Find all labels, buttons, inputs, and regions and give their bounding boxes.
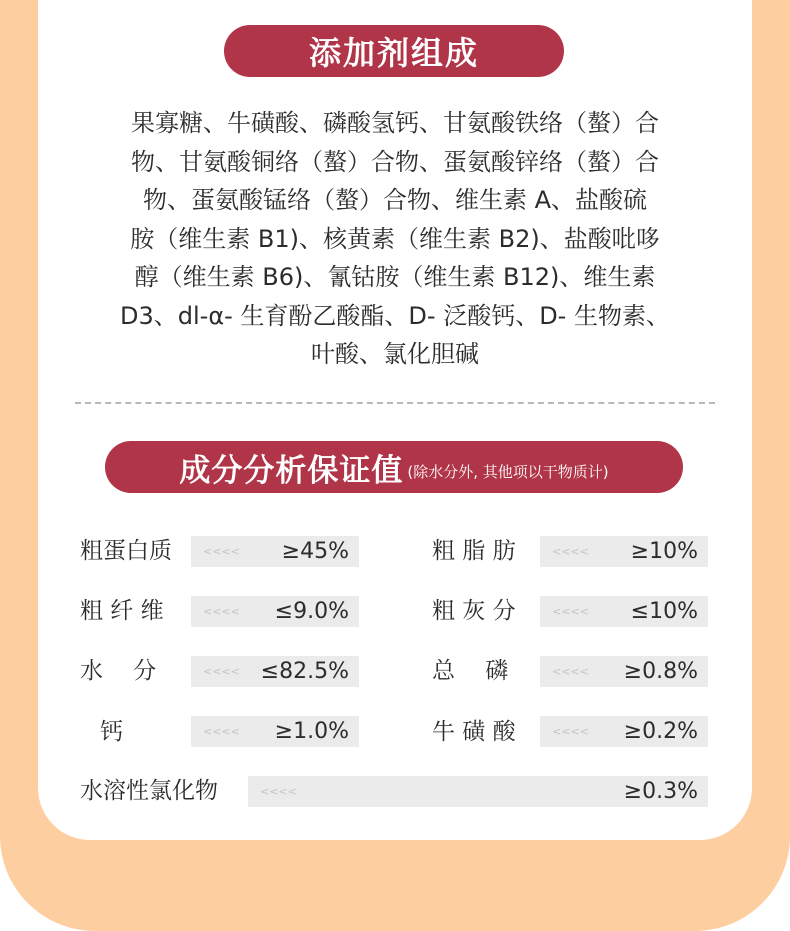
additives-line: 醇（维生素 B6)、氰钴胺（维生素 B12)、维生素 (134, 263, 656, 291)
additives-line: 胺（维生素 B1)、核黄素（维生素 B2)、盐酸吡哆 (130, 224, 660, 253)
nutrient-bar-crude-fat (540, 536, 708, 567)
arrows-icon: <<<< (203, 545, 240, 558)
nutrient-bar-crude-protein (191, 536, 359, 567)
additives-line: 物、蛋氨酸锰络（螯）合物、维生素 A、盐酸硫 (142, 186, 648, 214)
nutrient-label-crude-protein: 粗蛋白质 (80, 538, 172, 564)
additives-line: 果寡糖、牛磺酸、磷酸氢钙、甘氨酸铁络（螯）合 (131, 109, 659, 137)
nutrient-value-total-phosphorus: ≥0.8% (623, 659, 698, 684)
arrows-icon: <<<< (203, 665, 240, 678)
nutrient-bar-moisture (191, 656, 359, 687)
analysis-title-banner (105, 441, 683, 493)
arrows-icon: <<<< (260, 785, 297, 798)
nutrient-bar-total-phosphorus (540, 656, 708, 687)
nutrient-bar-crude-ash (540, 596, 708, 627)
nutrient-label-taurine: 牛 磺 酸 (432, 719, 516, 745)
nutrient-label-crude-fiber: 粗 纤 维 (80, 598, 164, 624)
nutrient-value-crude-fiber: ≤9.0% (274, 599, 349, 624)
arrows-icon: <<<< (552, 725, 589, 738)
arrows-icon: <<<< (552, 545, 589, 558)
additives-title-banner (224, 25, 564, 77)
nutrient-label-crude-fat: 粗 脂 肪 (432, 538, 516, 564)
analysis-subtitle: (除水分外, 其他项以干物质计) (407, 462, 609, 481)
additives-line: 叶酸、氯化胆碱 (311, 340, 479, 368)
nutrient-label-crude-ash: 粗 灰 分 (432, 598, 516, 624)
arrows-icon: <<<< (203, 725, 240, 738)
nutrient-label-total-phosphorus: 总 磷 (432, 658, 509, 684)
nutrient-bar-crude-fiber (191, 596, 359, 627)
nutrient-value-crude-ash: ≤10% (630, 599, 698, 624)
arrows-icon: <<<< (203, 605, 240, 618)
arrows-icon: <<<< (552, 665, 589, 678)
nutrient-value-taurine: ≥0.2% (623, 719, 698, 744)
nutrient-value-crude-fat: ≥10% (630, 539, 698, 564)
additives-title: 添加剂组成 (308, 34, 479, 72)
nutrient-bar-calcium (191, 716, 359, 747)
nutrient-value-calcium: ≥1.0% (274, 719, 349, 744)
additives-line: D3、dl-α- 生育酚乙酸酯、D- 泛酸钙、D- 生物素、 (120, 301, 670, 330)
nutrient-value-crude-protein: ≥45% (281, 539, 349, 564)
nutrient-value-water-soluble-chloride: ≥0.3% (623, 779, 698, 804)
nutrient-value-moisture: ≤82.5% (260, 659, 349, 684)
nutrient-label-water-soluble-chloride: 水溶性氯化物 (80, 778, 218, 804)
nutrient-label-calcium: 钙 (100, 719, 123, 745)
nutrient-label-moisture: 水 分 (80, 658, 157, 684)
analysis-title: 成分分析保证值 (179, 452, 404, 489)
nutrient-bar-water-soluble-chloride (248, 776, 708, 807)
additives-line: 物、甘氨酸铜络（螯）合物、蛋氨酸锌络（螯）合 (131, 147, 659, 176)
dashed-divider (75, 402, 715, 404)
nutrient-bar-taurine (540, 716, 708, 747)
additives-list (105, 104, 685, 374)
arrows-icon: <<<< (552, 605, 589, 618)
